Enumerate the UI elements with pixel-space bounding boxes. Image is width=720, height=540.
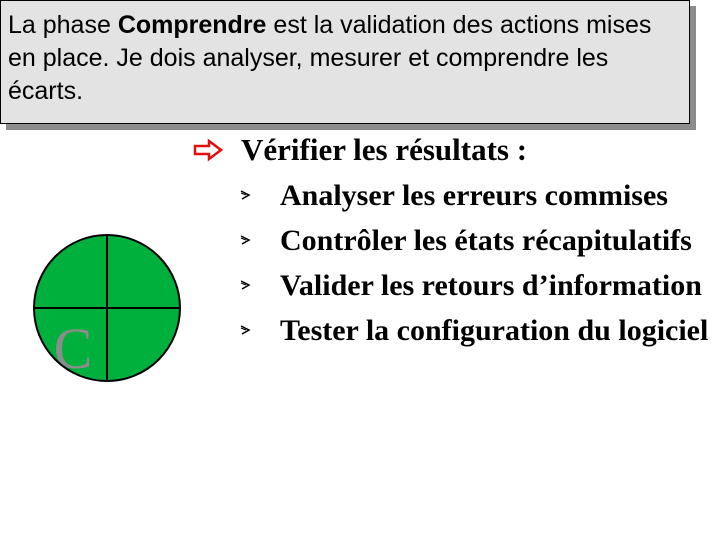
intro-text-part2: est la validation des actions mises en place. Je dois analyser, mesurer et comprendre les écarts. xyxy=(8,11,652,105)
pdca-circle-diagram xyxy=(32,210,182,406)
heading-text: Vérifier les résultats : xyxy=(241,132,528,167)
section-heading xyxy=(193,130,527,170)
bullet-text: Analyser les erreurs commises xyxy=(280,179,668,212)
chevron-bullet-icon xyxy=(240,324,252,336)
hollow-arrow-right-icon xyxy=(193,138,223,162)
bullet-text: Valider les retours d’information xyxy=(280,269,702,302)
chevron-bullet-icon xyxy=(240,279,252,291)
list-item xyxy=(240,176,710,216)
circle-letter: C xyxy=(53,316,93,381)
intro-text-bold: Comprendre xyxy=(117,11,267,39)
intro-text-part1: La phase xyxy=(8,11,118,39)
intro-callout xyxy=(0,0,690,124)
intro-text xyxy=(8,9,686,108)
list-item xyxy=(240,221,710,261)
bullet-text: Tester la configuration du logiciel xyxy=(280,314,709,347)
list-item xyxy=(240,266,710,306)
chevron-bullet-icon xyxy=(240,234,252,246)
list-item xyxy=(240,311,710,351)
chevron-bullet-icon xyxy=(240,189,252,201)
bullet-text: Contrôler les états récapitulatifs xyxy=(280,224,692,257)
bullet-list xyxy=(240,176,710,356)
